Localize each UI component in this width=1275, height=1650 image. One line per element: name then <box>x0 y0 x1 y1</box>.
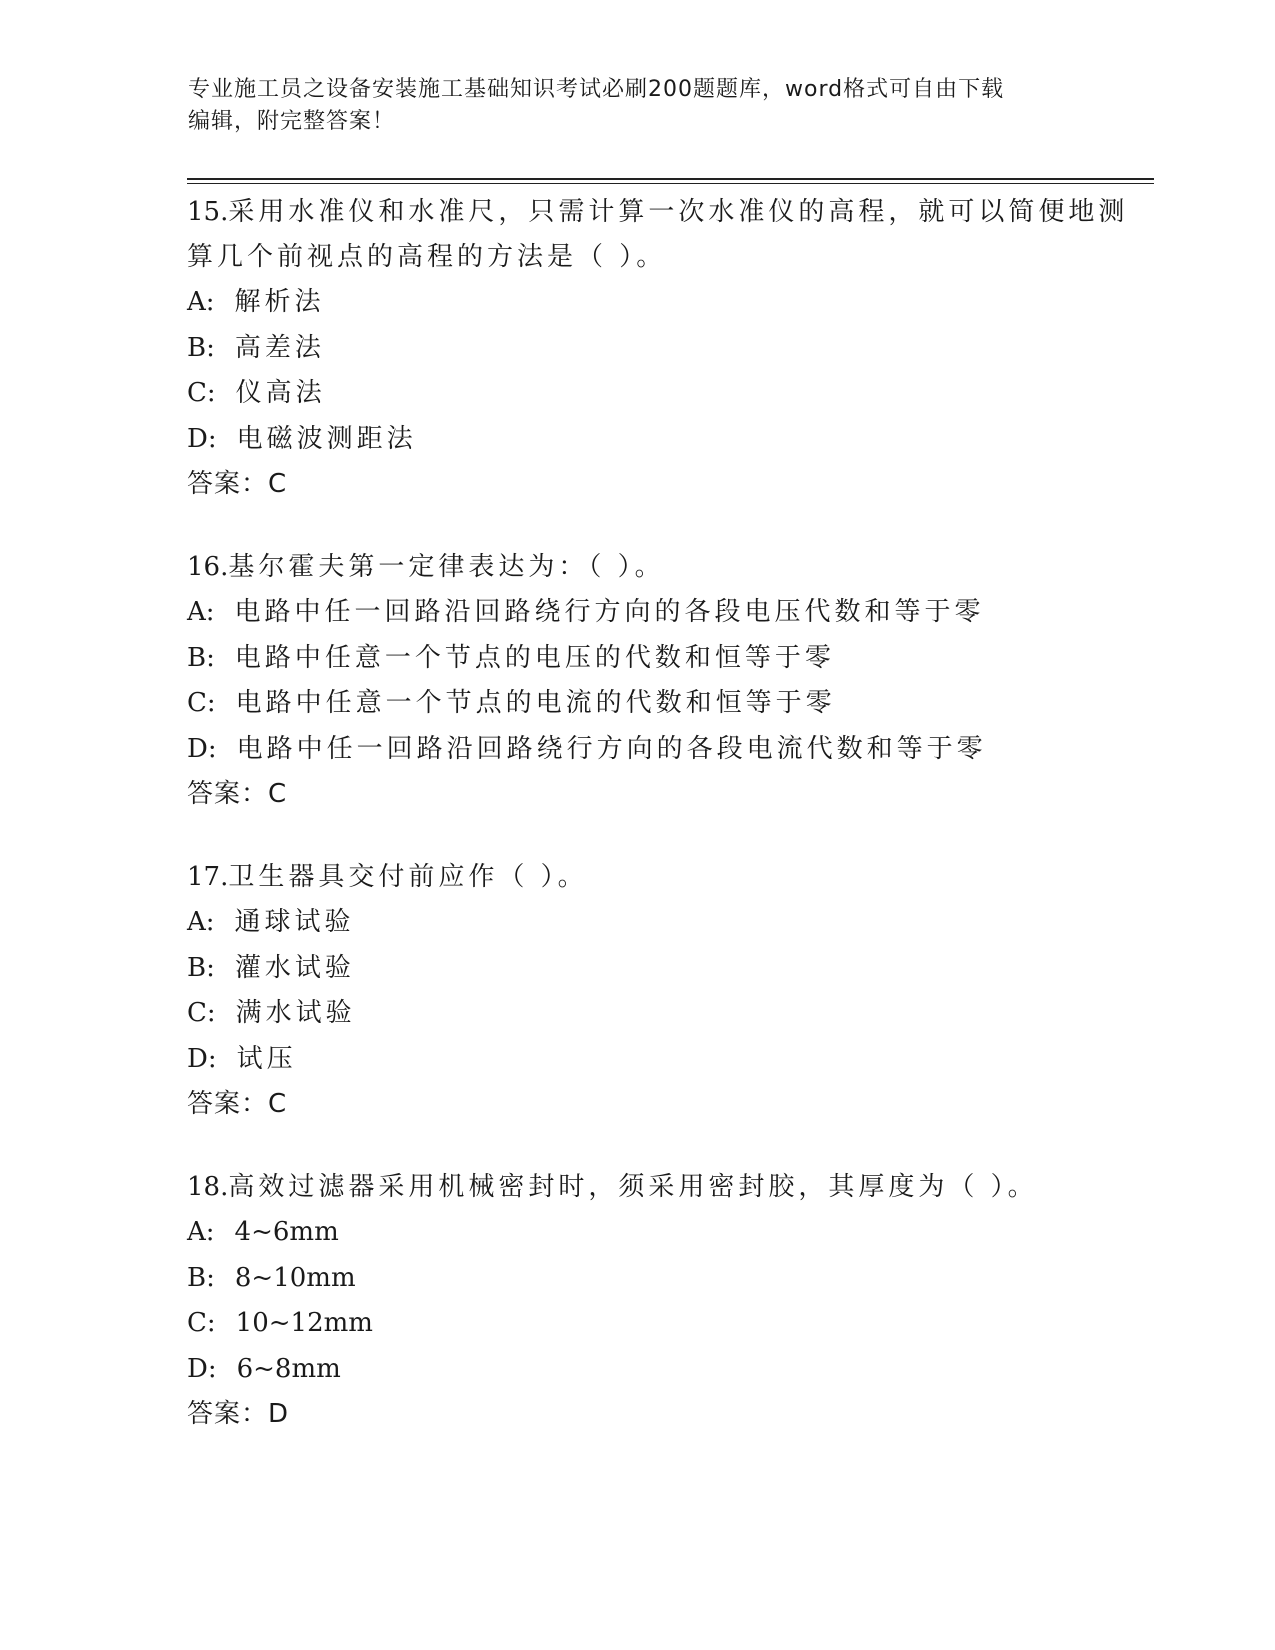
option-key: D: <box>187 1353 217 1384</box>
option-key: A: <box>187 1217 215 1247</box>
question-18 <box>187 1165 1147 1437</box>
option-key: D: <box>187 423 217 454</box>
option-c <box>187 371 1147 417</box>
answer: 答案：D <box>187 1399 290 1429</box>
option-d <box>187 417 1147 463</box>
option-value: 电路中任意一个节点的电流的代数和恒等于零 <box>235 688 836 718</box>
question-number: 18. <box>187 1172 229 1202</box>
option-a <box>187 280 1147 326</box>
option-key: A: <box>187 597 215 627</box>
option-b <box>187 636 1147 682</box>
question-text: 高效过滤器采用机械密封时，须采用密封胶，其厚度为（ ）。 <box>228 1172 1038 1202</box>
option-b <box>187 1256 1147 1302</box>
option-key: D: <box>187 1043 217 1074</box>
option-key: B: <box>187 642 215 673</box>
option-value: 10~12mm <box>235 1308 373 1338</box>
option-key: D: <box>187 733 217 764</box>
option-value: 通球试验 <box>234 907 355 937</box>
question-list <box>187 190 1147 1475</box>
header-divider-thick <box>187 178 1154 180</box>
question-stem <box>187 855 1147 900</box>
option-value: 电路中任意一个节点的电压的代数和恒等于零 <box>234 642 835 673</box>
question-stem <box>187 190 1147 280</box>
question-number: 17. <box>187 862 229 892</box>
option-a <box>187 1210 1147 1256</box>
option-key: C: <box>187 378 216 408</box>
option-value: 解析法 <box>234 287 325 317</box>
option-key: A: <box>187 287 215 317</box>
option-d <box>187 1037 1147 1083</box>
question-15 <box>187 190 1147 507</box>
answer: 答案：C <box>187 469 288 499</box>
option-a <box>187 900 1147 946</box>
header-divider-thin <box>187 183 1154 184</box>
option-key: C: <box>187 688 216 718</box>
option-value: 电磁波测距法 <box>236 423 417 454</box>
question-text: 采用水准仪和水准尺，只需计算一次水准仪的高程，就可以简便地测算几个前视点的高程的方法是（ ）。 <box>187 197 1129 272</box>
option-value: 8~10mm <box>234 1262 356 1293</box>
option-c <box>187 991 1147 1037</box>
option-value: 灌水试验 <box>234 952 355 983</box>
question-text: 卫生器具交付前应作（ ）。 <box>228 862 588 892</box>
option-value: 试压 <box>236 1043 297 1074</box>
option-value: 仪高法 <box>235 378 326 408</box>
answer: 答案：C <box>187 779 288 809</box>
option-c <box>187 1301 1147 1347</box>
option-key: B: <box>187 1262 215 1293</box>
header-title-line-1: 专业施工员之设备安装施工基础知识考试必刷200题题库，word格式可自由下载 <box>188 77 1005 102</box>
question-number: 15. <box>187 197 229 227</box>
option-value: 电路中任一回路沿回路绕行方向的各段电流代数和等于零 <box>236 733 987 764</box>
option-key: A: <box>187 907 215 937</box>
header-title-line-2: 编辑，附完整答案！ <box>188 109 396 134</box>
question-16 <box>187 545 1147 817</box>
option-b <box>187 946 1147 992</box>
option-value: 6~8mm <box>236 1353 341 1384</box>
answer: 答案：C <box>187 1089 288 1119</box>
option-value: 高差法 <box>234 332 325 363</box>
question-text: 基尔霍夫第一定律表达为：（ ）。 <box>228 552 665 582</box>
document-header <box>188 74 1088 138</box>
option-value: 4~6mm <box>234 1217 339 1247</box>
option-b <box>187 326 1147 372</box>
question-stem <box>187 545 1147 590</box>
option-value: 电路中任一回路沿回路绕行方向的各段电压代数和等于零 <box>234 597 985 627</box>
question-17 <box>187 855 1147 1127</box>
option-a <box>187 590 1147 636</box>
option-key: B: <box>187 952 215 983</box>
option-key: C: <box>187 998 216 1028</box>
option-key: B: <box>187 332 215 363</box>
question-number: 16. <box>187 552 229 582</box>
question-stem <box>187 1165 1147 1210</box>
option-d <box>187 1347 1147 1393</box>
option-c <box>187 681 1147 727</box>
option-value: 满水试验 <box>235 998 356 1028</box>
option-key: C: <box>187 1308 216 1338</box>
option-d <box>187 727 1147 773</box>
